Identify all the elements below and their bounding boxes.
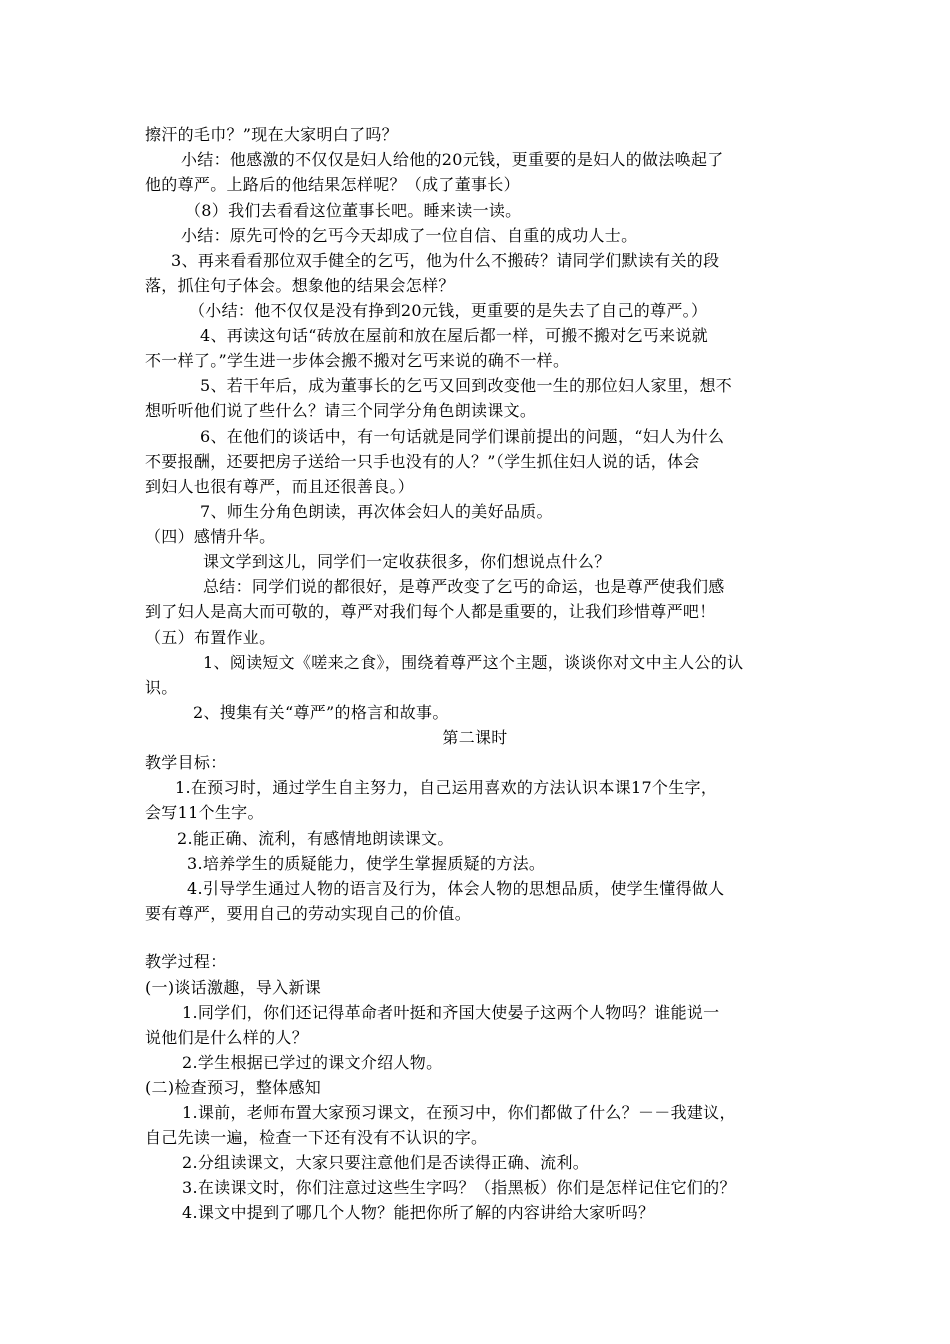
section-heading: (二)检查预习，整体感知 xyxy=(145,1078,322,1097)
text-line: 自己先读一遍，检查一下还有没有不认识的字。 xyxy=(145,1128,488,1147)
text-line: 2.学生根据已学过的课文介绍人物。 xyxy=(182,1053,443,1072)
text-line: 3.在读课文时，你们注意过这些生字吗？（指黑板）你们是怎样记住它们的？ xyxy=(182,1178,736,1197)
text-line: 小结：原先可怜的乞丐今天却成了一位自信、自重的成功人士。 xyxy=(181,226,638,245)
text-line: 不要报酬，还要把房子送给一只手也没有的人？”（学生抓住妇人说的话，体会 xyxy=(145,452,700,471)
text-line: 识。 xyxy=(145,678,178,697)
text-line: 4.课文中提到了哪几个人物？能把你所了解的内容讲给大家听吗？ xyxy=(182,1203,655,1222)
text-line: 总结：同学们说的都很好，是尊严改变了乞丐的命运，也是尊严使我们感 xyxy=(203,577,725,596)
text-line: 到妇人也很有尊严，而且还很善良。） xyxy=(145,477,415,496)
text-line: 1.同学们，你们还记得革命者叶挺和齐国大使晏子这两个人物吗？谁能说一 xyxy=(182,1003,720,1022)
text-line: 7、师生分角色朗读，再次体会妇人的美好品质。 xyxy=(200,502,553,521)
section-heading: 教学目标： xyxy=(145,753,227,772)
text-line: 1.课前，老师布置大家预习课文，在预习中，你们都做了什么？－－我建议， xyxy=(182,1103,736,1122)
text-line: 2.分组读课文，大家只要注意他们是否读得正确、流利。 xyxy=(182,1153,590,1172)
section-heading: 教学过程： xyxy=(145,952,227,971)
text-line: 1.在预习时，通过学生自主努力，自己运用喜欢的方法认识本课17个生字， xyxy=(175,778,718,797)
text-line: 擦汗的毛巾？”现在大家明白了吗？ xyxy=(145,125,398,144)
text-line: 5、若干年后，成为董事长的乞丐又回到改变他一生的那位妇人家里，想不 xyxy=(200,376,733,395)
text-line: 3、再来看看那位双手健全的乞丐，他为什么不搬砖？请同学们默读有关的段 xyxy=(171,251,720,270)
text-line: 6、在他们的谈话中，有一句话就是同学们课前提出的问题，“妇人为什么 xyxy=(200,427,725,446)
section-heading: （四）感情升华。 xyxy=(145,527,276,546)
lesson-title: 第二课时 xyxy=(442,728,508,747)
text-line: （小结：他不仅仅是没有挣到20元钱，更重要的是失去了自己的尊严。） xyxy=(189,301,708,320)
text-line: 课文学到这儿，同学们一定收获很多，你们想说点什么？ xyxy=(203,552,611,571)
text-line: 他的尊严。上路后的他结果怎样呢？（成了董事长） xyxy=(145,175,520,194)
text-line: 到了妇人是高大而可敬的，尊严对我们每个人都是重要的，让我们珍惜尊严吧！ xyxy=(145,602,716,621)
text-line: 4.引导学生通过人物的语言及行为，体会人物的思想品质，使学生懂得做人 xyxy=(187,879,725,898)
text-line: 要有尊严，要用自己的劳动实现自己的价值。 xyxy=(145,904,472,923)
text-line: 说他们是什么样的人？ xyxy=(145,1028,309,1047)
text-line: 想听听他们说了些什么？请三个同学分角色朗读课文。 xyxy=(145,401,537,420)
text-line: 会写11个生字。 xyxy=(145,803,264,822)
text-line: （8）我们去看看这位董事长吧。睡来读一读。 xyxy=(185,201,522,220)
text-line: 3.培养学生的质疑能力，使学生掌握质疑的方法。 xyxy=(187,854,546,873)
section-heading: (一)谈话激趣，导入新课 xyxy=(145,978,322,997)
text-line: 4、再读这句话“砖放在屋前和放在屋后都一样，可搬不搬对乞丐来说就 xyxy=(200,326,708,345)
text-line: 2.能正确、流利，有感情地朗读课文。 xyxy=(177,829,454,848)
text-line: 2、搜集有关“尊严”的格言和故事。 xyxy=(193,703,449,722)
section-heading: （五）布置作业。 xyxy=(145,628,276,647)
text-line: 不一样了。”学生进一步体会搬不搬对乞丐来说的确不一样。 xyxy=(145,351,570,370)
text-line: 小结：他感激的不仅仅是妇人给他的20元钱，更重要的是妇人的做法唤起了 xyxy=(181,150,724,169)
text-line: 落，抓住句子体会。想象他的结果会怎样？ xyxy=(145,276,455,295)
text-line: 1、阅读短文《嗟来之食》，围绕着尊严这个主题，谈谈你对文中主人公的认 xyxy=(203,653,744,672)
